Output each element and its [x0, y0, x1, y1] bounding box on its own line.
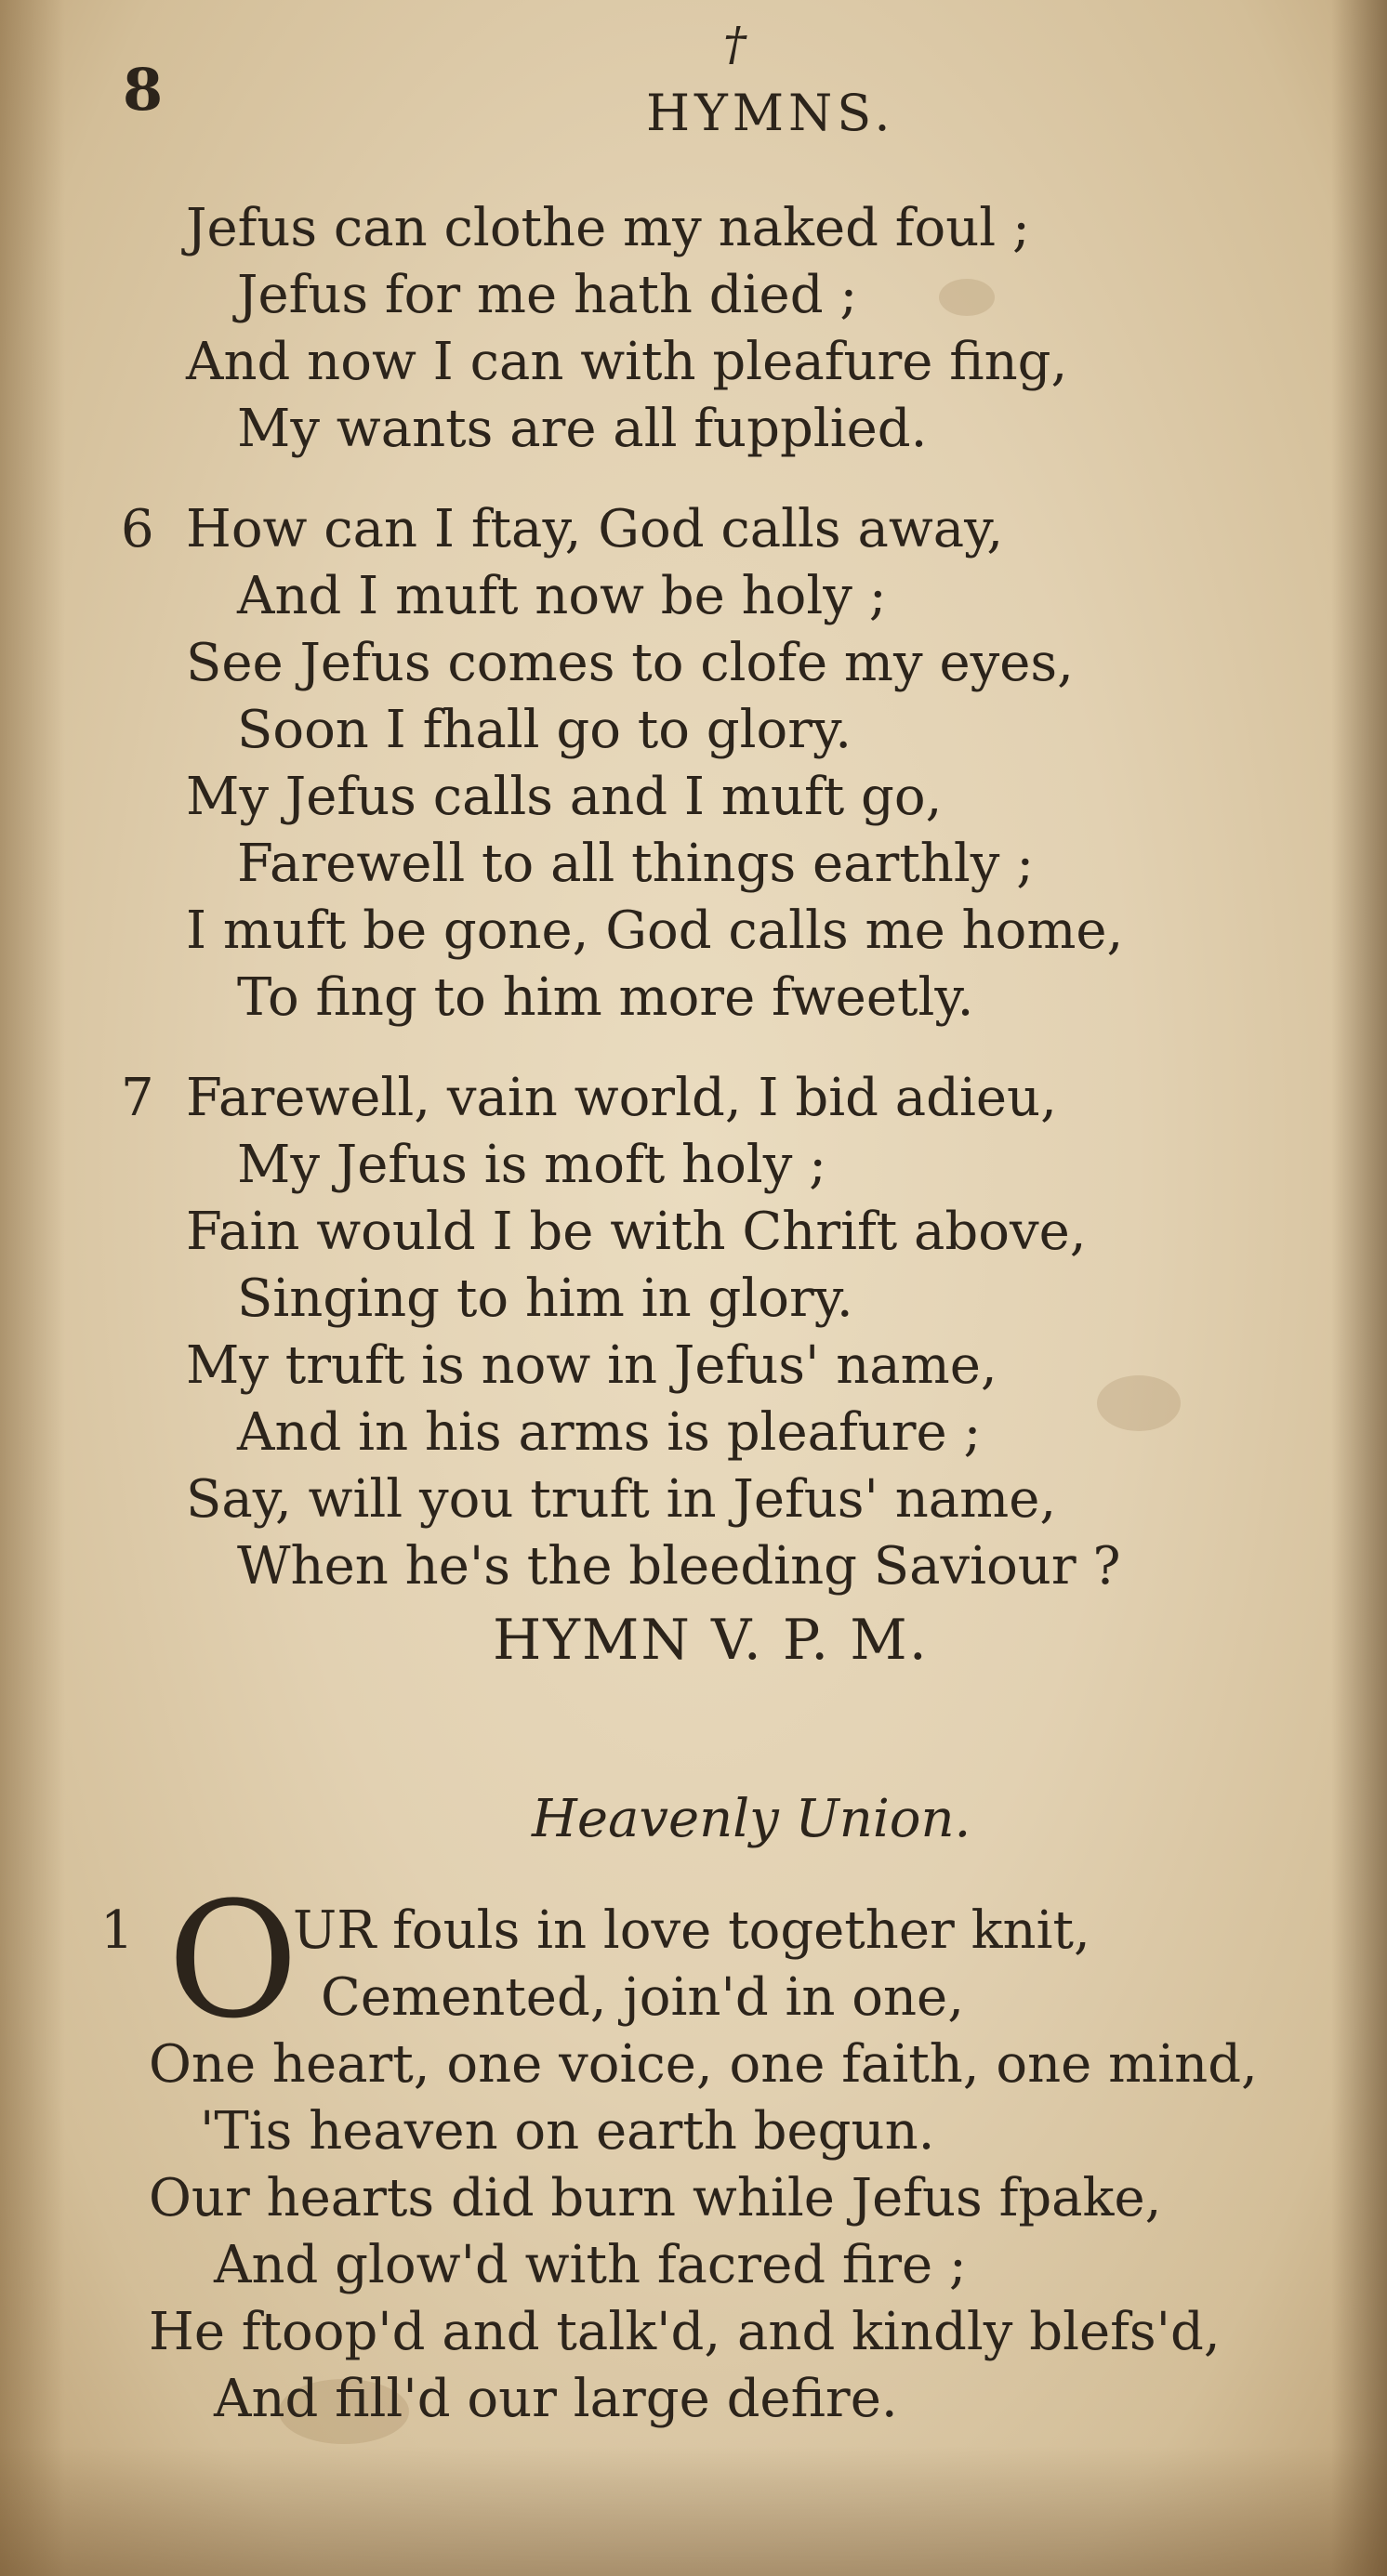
verse-line: Say, will you truft in Jefus' name, [186, 1469, 1057, 1530]
paper-stain [1097, 1375, 1181, 1431]
verse-line: Our hearts did burn while Jefus fpake, [149, 2168, 1162, 2228]
verse-line: Jefus can clothe my naked foul ; [186, 198, 1030, 258]
page-edge-shadow-bottom [0, 2446, 1387, 2576]
verse-line: My wants are all fupplied. [237, 399, 928, 459]
verse-line: And now I can with pleafure fing, [186, 332, 1068, 392]
hymn-title: HYMN V. P. M. [493, 1608, 929, 1673]
page-edge-shadow-right [1331, 0, 1387, 2576]
verse-line: Singing to him in glory. [237, 1268, 853, 1329]
verse-line: 'Tis heaven on earth begun. [200, 2101, 935, 2162]
verse-line: Fain would I be with Chrift above, [186, 1202, 1087, 1262]
verse-line: When he's the bleeding Saviour ? [237, 1536, 1121, 1597]
verse-line: UR fouls in love together knit, [293, 1900, 1090, 1961]
verse-line: I muft be gone, God calls me home, [186, 900, 1124, 961]
paper-stain [939, 279, 995, 316]
verse-line: To fing to him more fweetly. [237, 967, 974, 1028]
stanza-number: 7 [121, 1068, 154, 1128]
page-number: 8 [123, 56, 164, 124]
verse-line: How can I ftay, God calls away, [186, 499, 1004, 559]
header-mark: † [723, 17, 746, 71]
verse-line: And I muft now be holy ; [237, 566, 887, 626]
stanza-number: 6 [121, 499, 154, 559]
drop-cap: O [167, 1867, 299, 2054]
verse-line: Cemented, join'd in one, [321, 1967, 964, 2028]
verse-line: My truft is now in Jefus' name, [186, 1335, 997, 1396]
verse-line: One heart, one voice, one faith, one mind, [149, 2034, 1258, 2095]
verse-line: Farewell, vain world, I bid adieu, [186, 1068, 1057, 1128]
verse-line: My Jefus calls and I muft go, [186, 767, 943, 827]
verse-line: He ftoop'd and talk'd, and kindly blefs'd, [149, 2302, 1221, 2362]
verse-line: My Jefus is moft holy ; [237, 1135, 826, 1195]
verse-line: See Jefus comes to clofe my eyes, [186, 633, 1074, 693]
verse-line: And in his arms is pleafure ; [237, 1402, 982, 1463]
running-head: HYMNS. [646, 84, 895, 142]
verse-line: And glow'd with facred fire ; [214, 2235, 967, 2295]
verse-line: Soon I fhall go to glory. [237, 700, 852, 760]
page-edge-shadow-left [0, 0, 65, 2576]
stanza-number: 1 [100, 1900, 134, 1961]
verse-line: And fill'd our large defire. [214, 2369, 898, 2429]
verse-line: Jefus for me hath died ; [237, 265, 858, 325]
verse-line: Farewell to all things earthly ; [237, 834, 1035, 894]
hymn-subtitle: Heavenly Union. [532, 1789, 971, 1849]
